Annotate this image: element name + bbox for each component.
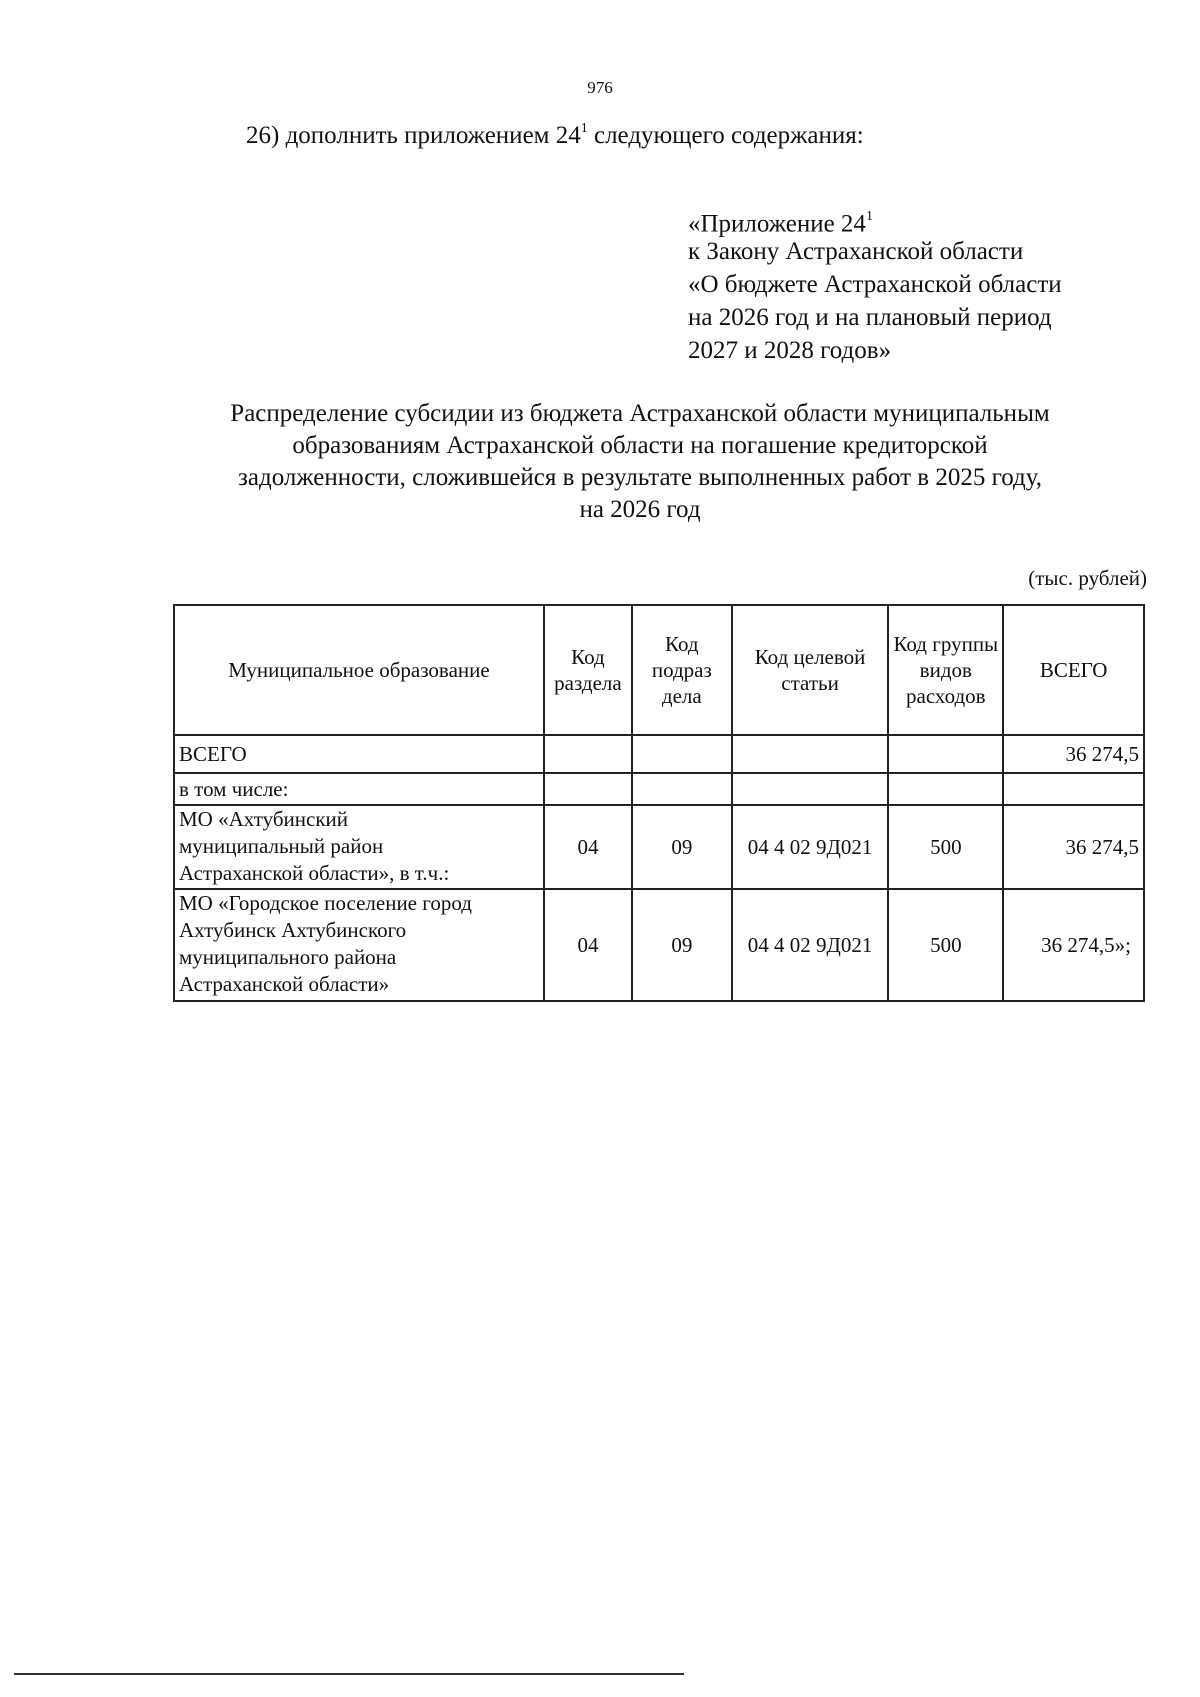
row-name <box>174 805 544 889</box>
row-section: 04 <box>544 805 632 889</box>
row-target <box>732 773 889 805</box>
bottom-divider <box>14 1673 684 1675</box>
row-name-line: Ахтубинск Ахтубинского <box>179 918 407 942</box>
appendix-line-4: на 2026 год и на плановый период <box>688 304 1052 331</box>
title-line-1: Распределение субсидии из бюджета Астраханской области муниципальным <box>230 400 1050 427</box>
row-name: в том числе: <box>174 773 544 805</box>
row-target: 04 4 02 9Д021 <box>732 805 889 889</box>
row-target: 04 4 02 9Д021 <box>732 889 889 1001</box>
header-expense-group: Код группы видов расходов <box>888 605 1003 735</box>
row-name-line: муниципальный район <box>179 834 384 858</box>
document-title <box>150 398 1130 526</box>
title-line-2: образованиям Астраханской области на погашение кредиторской <box>292 432 988 459</box>
header-target-code: Код целевой статьи <box>732 605 889 735</box>
header-total: ВСЕГО <box>1003 605 1144 735</box>
amendment-rest: следующего содержания: <box>587 122 864 149</box>
units-label: (тыс. рублей) <box>1028 566 1147 590</box>
row-subsection <box>632 735 732 773</box>
header-section-code: Код раздела <box>544 605 632 735</box>
row-section <box>544 773 632 805</box>
subsidy-table <box>173 604 1145 1002</box>
row-group <box>888 773 1003 805</box>
row-name <box>174 889 544 1001</box>
row-name-line: Астраханской области», в т.ч.: <box>179 861 450 885</box>
appendix-line-3: «О бюджете Астраханской области <box>688 271 1062 298</box>
row-section <box>544 735 632 773</box>
row-total: 36 274,5 <box>1003 805 1144 889</box>
row-group <box>888 735 1003 773</box>
row-name-line: Астраханской области» <box>179 972 390 996</box>
row-total: 36 274,5»; <box>1003 889 1144 1001</box>
appendix-line-1-text: «Приложение 24 <box>688 210 866 238</box>
appendix-line-5: 2027 и 2028 годов» <box>688 337 892 364</box>
header-subsection-code: Код подраз дела <box>632 605 732 735</box>
row-group: 500 <box>888 889 1003 1001</box>
amendment-superscript: 1 <box>580 120 588 136</box>
row-section: 04 <box>544 889 632 1001</box>
row-subsection: 09 <box>632 805 732 889</box>
appendix-line-2: к Закону Астраханской области <box>688 238 1024 265</box>
row-name-line: муниципального района <box>179 945 397 969</box>
row-name: ВСЕГО <box>174 735 544 773</box>
row-target <box>732 735 889 773</box>
row-group: 500 <box>888 805 1003 889</box>
amendment-line <box>246 122 864 150</box>
appendix-heading <box>688 202 1062 367</box>
table-row <box>174 805 1144 889</box>
page-number: 976 <box>587 78 613 97</box>
table-row <box>174 735 1144 773</box>
row-total <box>1003 773 1144 805</box>
header-municipality: Муниципальное образование <box>174 605 544 735</box>
row-name-line: МО «Ахтубинский <box>179 807 349 831</box>
appendix-line-1 <box>688 202 1062 238</box>
title-line-4: на 2026 год <box>579 496 701 523</box>
amendment-text: 26) дополнить приложением 24 <box>246 122 581 149</box>
row-name-line: МО «Городское поселение город <box>179 891 472 915</box>
row-subsection <box>632 773 732 805</box>
table-header-row <box>174 605 1144 735</box>
appendix-superscript: 1 <box>865 209 873 224</box>
row-total: 36 274,5 <box>1003 735 1144 773</box>
title-line-3: задолженности, сложившейся в результате выполненных работ в 2025 году, <box>238 464 1042 491</box>
table-row <box>174 773 1144 805</box>
table-row <box>174 889 1144 1001</box>
row-subsection: 09 <box>632 889 732 1001</box>
